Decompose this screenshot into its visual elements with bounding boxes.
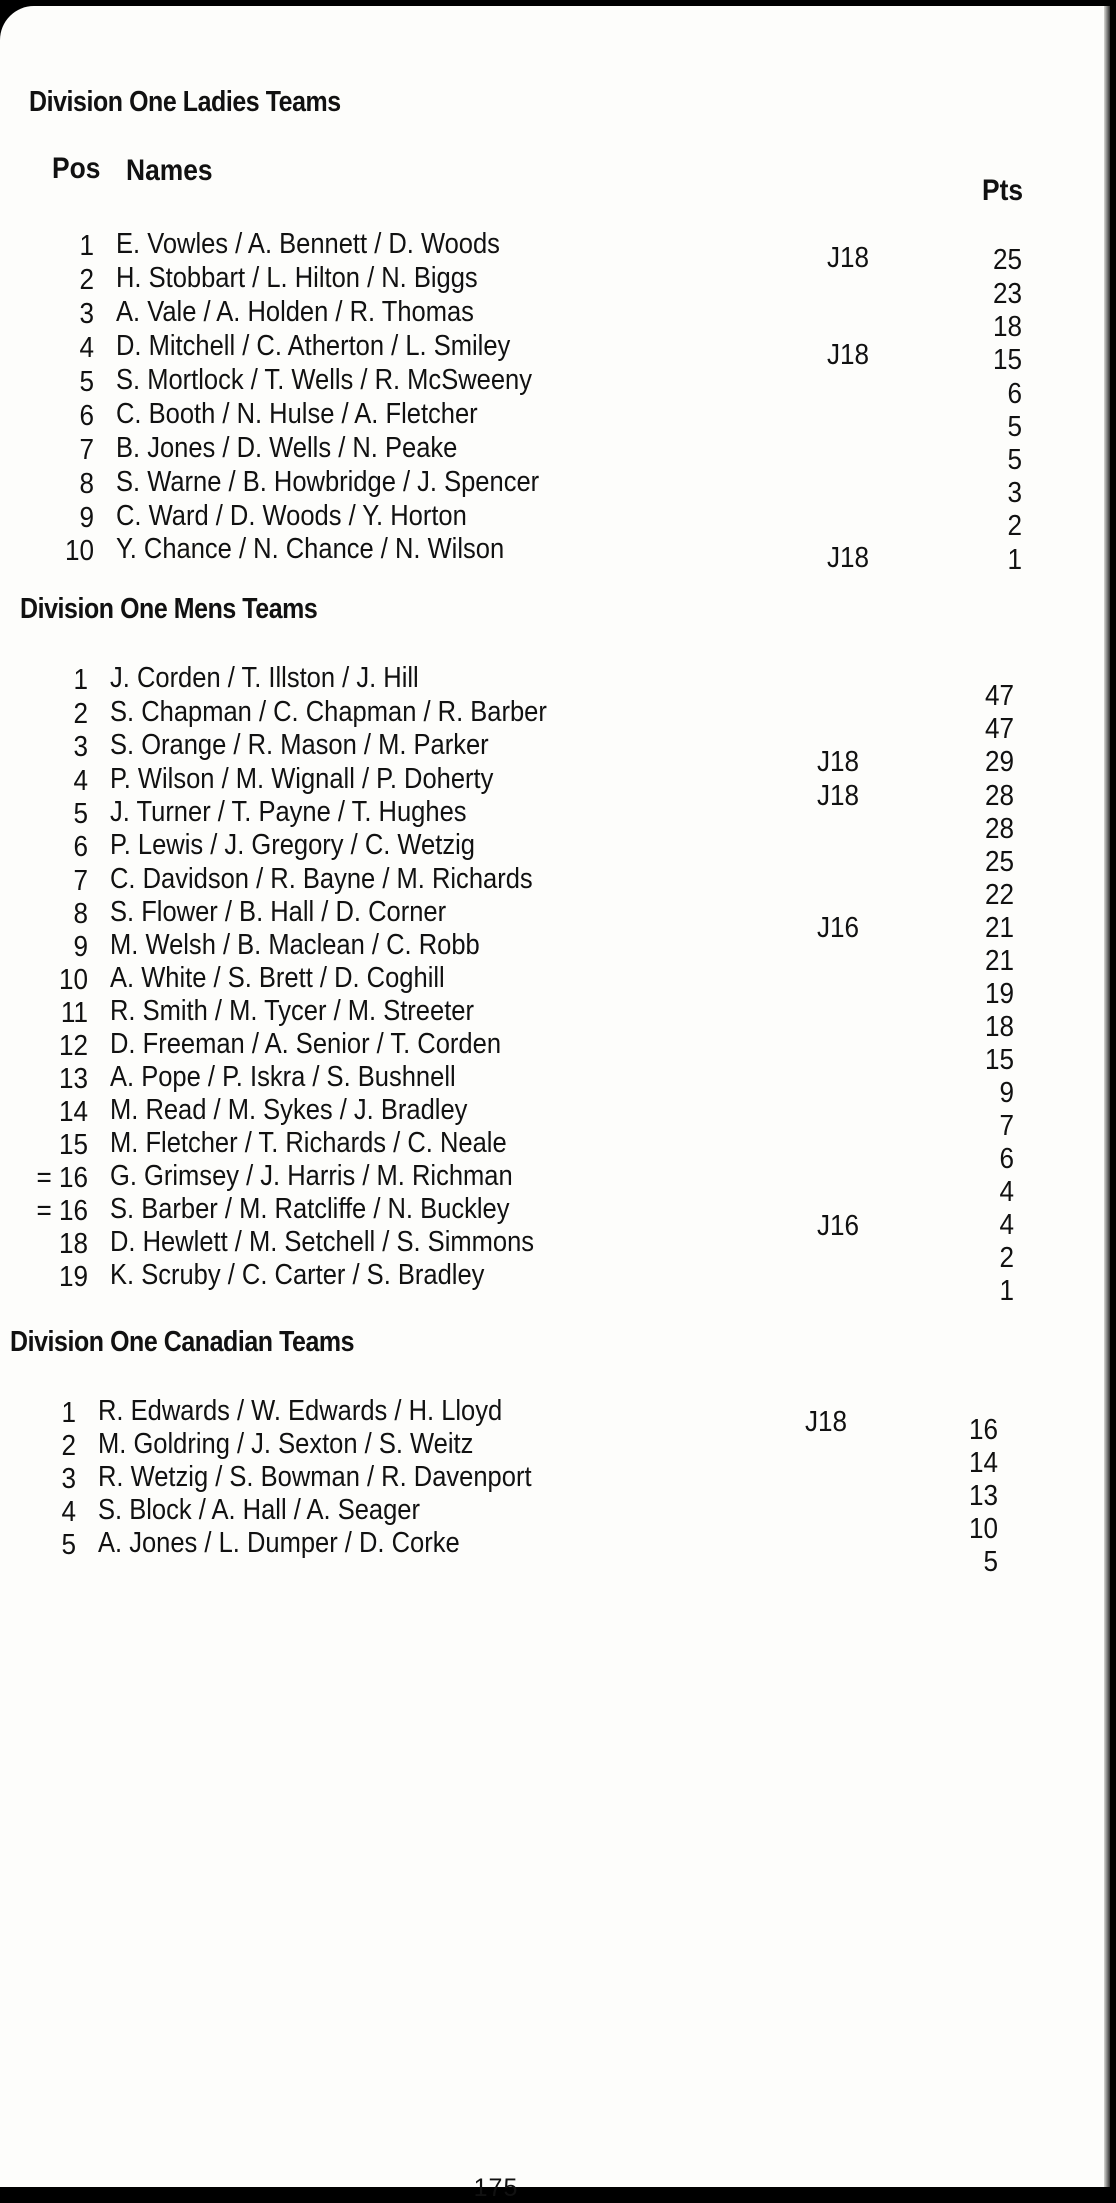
team-names-cell: C. Davidson / R. Bayne / M. Richards bbox=[110, 863, 533, 895]
points-cell: 21 bbox=[984, 945, 1014, 977]
points-cell: 19 bbox=[984, 978, 1014, 1010]
page-number: 175 bbox=[473, 2174, 519, 2202]
page bbox=[0, 6, 1110, 2202]
points-cell: 9 bbox=[999, 1077, 1014, 1109]
junior-note-cell: J16 bbox=[816, 912, 860, 944]
position-cell: 2 bbox=[79, 264, 94, 296]
position-cell: 3 bbox=[73, 731, 88, 763]
position-cell: 1 bbox=[73, 664, 88, 696]
team-names-cell: S. Warne / B. Howbridge / J. Spencer bbox=[116, 466, 540, 498]
points-cell: 18 bbox=[984, 1011, 1014, 1043]
canadian-section-title: Division One Canadian Teams bbox=[10, 1326, 355, 1358]
position-cell: 14 bbox=[58, 1096, 88, 1128]
team-names-cell: J. Corden / T. Illston / J. Hill bbox=[110, 662, 419, 694]
points-cell: 5 bbox=[1007, 411, 1022, 443]
position-cell: 15 bbox=[58, 1129, 88, 1161]
points-cell: 28 bbox=[984, 813, 1014, 845]
points-cell: 10 bbox=[968, 1513, 998, 1545]
position-cell: 11 bbox=[60, 997, 88, 1029]
team-names-cell: D. Mitchell / C. Atherton / L. Smiley bbox=[116, 330, 511, 362]
position-cell: 4 bbox=[73, 765, 88, 797]
junior-note-cell: J18 bbox=[826, 542, 870, 574]
team-names-cell: R. Wetzig / S. Bowman / R. Davenport bbox=[98, 1461, 532, 1493]
team-names-cell: P. Wilson / M. Wignall / P. Doherty bbox=[110, 763, 494, 795]
points-cell: 25 bbox=[984, 846, 1014, 878]
position-cell: 7 bbox=[79, 434, 94, 466]
team-names-cell: M. Read / M. Sykes / J. Bradley bbox=[110, 1094, 468, 1126]
points-cell: 4 bbox=[999, 1209, 1014, 1241]
position-cell: 8 bbox=[73, 898, 88, 930]
team-names-cell: S. Chapman / C. Chapman / R. Barber bbox=[110, 696, 547, 728]
points-cell: 2 bbox=[1007, 510, 1022, 542]
pos-column-header: Pos bbox=[52, 152, 101, 185]
position-cell: 9 bbox=[73, 931, 88, 963]
team-names-cell: K. Scruby / C. Carter / S. Bradley bbox=[110, 1259, 485, 1291]
points-cell: 6 bbox=[1007, 378, 1022, 410]
position-cell: = 16 bbox=[36, 1162, 88, 1194]
team-names-cell: B. Jones / D. Wells / N. Peake bbox=[116, 432, 458, 464]
position-cell: 4 bbox=[61, 1496, 76, 1528]
position-cell: 7 bbox=[73, 865, 88, 897]
pts-column-header: Pts bbox=[982, 174, 1024, 207]
ladies-section-title: Division One Ladies Teams bbox=[29, 86, 341, 118]
team-names-cell: C. Ward / D. Woods / Y. Horton bbox=[116, 500, 467, 532]
points-cell: 21 bbox=[984, 912, 1014, 944]
junior-note-cell: J18 bbox=[816, 746, 860, 778]
points-cell: 22 bbox=[984, 879, 1014, 911]
points-cell: 18 bbox=[992, 311, 1022, 343]
points-cell: 7 bbox=[999, 1110, 1014, 1142]
team-names-cell: S. Block / A. Hall / A. Seager bbox=[98, 1494, 420, 1526]
points-cell: 16 bbox=[968, 1414, 998, 1446]
points-cell: 5 bbox=[983, 1546, 998, 1578]
team-names-cell: E. Vowles / A. Bennett / D. Woods bbox=[116, 228, 500, 260]
position-cell: 5 bbox=[61, 1529, 76, 1561]
position-cell: 9 bbox=[79, 502, 94, 534]
points-cell: 4 bbox=[999, 1176, 1014, 1208]
points-cell: 23 bbox=[992, 278, 1022, 310]
position-cell: 10 bbox=[64, 535, 94, 567]
team-names-cell: S. Mortlock / T. Wells / R. McSweeny bbox=[116, 364, 532, 396]
junior-note-cell: J18 bbox=[804, 1406, 848, 1438]
junior-note-cell: J18 bbox=[826, 242, 870, 274]
position-cell: 8 bbox=[79, 468, 94, 500]
position-cell: 6 bbox=[79, 400, 94, 432]
position-cell: 10 bbox=[58, 964, 88, 996]
position-cell: 13 bbox=[58, 1063, 88, 1095]
position-cell: 5 bbox=[79, 366, 94, 398]
team-names-cell: D. Freeman / A. Senior / T. Corden bbox=[110, 1028, 502, 1060]
points-cell: 47 bbox=[984, 713, 1014, 745]
points-cell: 2 bbox=[999, 1242, 1014, 1274]
points-cell: 3 bbox=[1007, 477, 1022, 509]
names-column-header: Names bbox=[126, 154, 213, 187]
team-names-cell: A. White / S. Brett / D. Coghill bbox=[110, 962, 445, 994]
team-names-cell: R. Edwards / W. Edwards / H. Lloyd bbox=[98, 1395, 503, 1427]
points-cell: 29 bbox=[984, 746, 1014, 778]
points-cell: 28 bbox=[984, 780, 1014, 812]
points-cell: 47 bbox=[984, 680, 1014, 712]
page-edge-shadow bbox=[1104, 6, 1110, 2187]
team-names-cell: M. Fletcher / T. Richards / C. Neale bbox=[110, 1127, 507, 1159]
team-names-cell: Y. Chance / N. Chance / N. Wilson bbox=[116, 533, 505, 565]
team-names-cell: P. Lewis / J. Gregory / C. Wetzig bbox=[110, 829, 475, 861]
position-cell: 19 bbox=[58, 1261, 88, 1293]
mens-section-title: Division One Mens Teams bbox=[20, 593, 318, 625]
team-names-cell: C. Booth / N. Hulse / A. Fletcher bbox=[116, 398, 478, 430]
points-cell: 1 bbox=[999, 1275, 1014, 1307]
junior-note-cell: J16 bbox=[816, 1210, 860, 1242]
junior-note-cell: J18 bbox=[826, 339, 870, 371]
team-names-cell: A. Vale / A. Holden / R. Thomas bbox=[116, 296, 474, 328]
points-cell: 25 bbox=[992, 244, 1022, 276]
points-cell: 5 bbox=[1007, 444, 1022, 476]
points-cell: 1 bbox=[1007, 544, 1022, 576]
position-cell: 6 bbox=[73, 831, 88, 863]
team-names-cell: G. Grimsey / J. Harris / M. Richman bbox=[110, 1160, 513, 1192]
team-names-cell: D. Hewlett / M. Setchell / S. Simmons bbox=[110, 1226, 535, 1258]
points-cell: 14 bbox=[968, 1447, 998, 1479]
position-cell: 1 bbox=[79, 230, 94, 262]
position-cell: = 16 bbox=[36, 1195, 88, 1227]
position-cell: 2 bbox=[73, 698, 88, 730]
team-names-cell: A. Jones / L. Dumper / D. Corke bbox=[98, 1527, 460, 1559]
points-cell: 13 bbox=[968, 1480, 998, 1512]
team-names-cell: M. Goldring / J. Sexton / S. Weitz bbox=[98, 1428, 474, 1460]
junior-note-cell: J18 bbox=[816, 780, 860, 812]
position-cell: 5 bbox=[73, 798, 88, 830]
position-cell: 18 bbox=[58, 1228, 88, 1260]
team-names-cell: S. Orange / R. Mason / M. Parker bbox=[110, 729, 489, 761]
position-cell: 1 bbox=[61, 1397, 76, 1429]
team-names-cell: S. Flower / B. Hall / D. Corner bbox=[110, 896, 447, 928]
team-names-cell: M. Welsh / B. Maclean / C. Robb bbox=[110, 929, 480, 961]
position-cell: 2 bbox=[61, 1430, 76, 1462]
team-names-cell: J. Turner / T. Payne / T. Hughes bbox=[110, 796, 467, 828]
points-cell: 15 bbox=[984, 1044, 1014, 1076]
position-cell: 4 bbox=[79, 332, 94, 364]
team-names-cell: R. Smith / M. Tycer / M. Streeter bbox=[110, 995, 474, 1027]
points-cell: 15 bbox=[992, 344, 1022, 376]
position-cell: 12 bbox=[58, 1030, 88, 1062]
position-cell: 3 bbox=[61, 1463, 76, 1495]
team-names-cell: S. Barber / M. Ratcliffe / N. Buckley bbox=[110, 1193, 510, 1225]
team-names-cell: H. Stobbart / L. Hilton / N. Biggs bbox=[116, 262, 478, 294]
position-cell: 3 bbox=[79, 298, 94, 330]
team-names-cell: A. Pope / P. Iskra / S. Bushnell bbox=[110, 1061, 456, 1093]
points-cell: 6 bbox=[999, 1143, 1014, 1175]
